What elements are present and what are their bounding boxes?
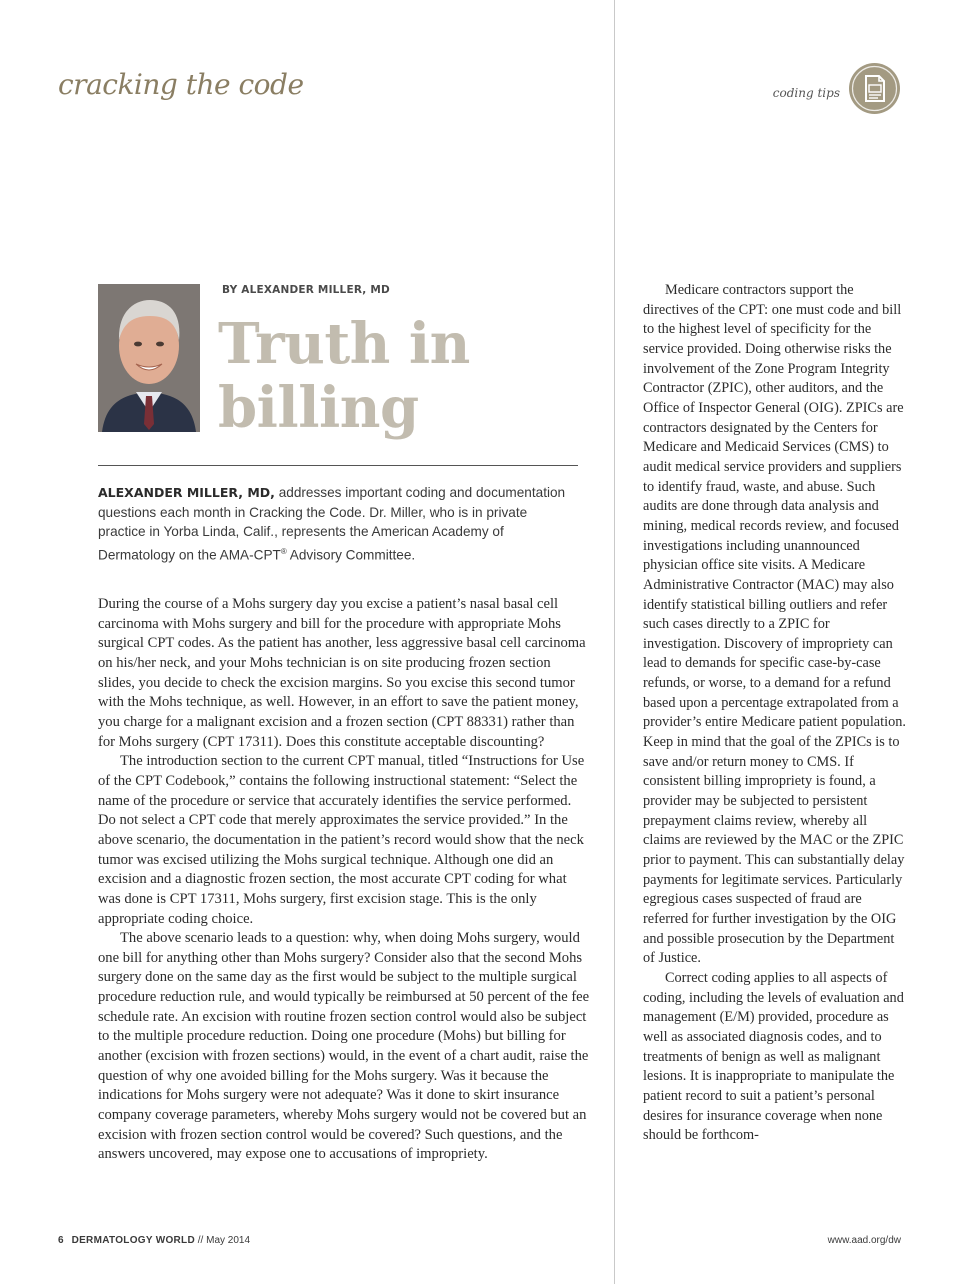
body-paragraph: During the course of a Mohs surgery day you excise a patient’s nasal basal cell carcinoma with Mohs surgery and bill for the procedure with appropriate Mohs surgical CPT codes. As the patient has another, less aggressive basal cell carcinoma on his/her neck, and your Mohs technician is on site producing frozen section slides, you decide to check the excision margins. So you excise this second tumor with the Mohs technique, as well. However, in an effort to save the patient money, you charge for a malignant excision and a frozen section (CPT 88331) rather than for Mohs surgery (CPT 17311). Does this constitute acceptable discounting?: [98, 596, 586, 750]
left-body-column: [98, 595, 590, 1165]
author-blurb: [98, 483, 578, 565]
author-photo: [98, 284, 200, 432]
body-paragraph: Medicare contractors support the directives of the CPT: one must code and bill to the highest level of specificity for the service provided. Doing otherwise risks the involvement of the Zone Program Integrity Contractor (ZPIC), other auditors, and the Office of Inspector General (OIG). ZPICs are contractors designated by the Centers for Medicare and Medicaid Services (CMS) to audit medical service providers and suppliers to identify fraud, waste, and abuse. Such audits are done through data analysis and mining, medical records review, and focused investigations including unannounced physician office site visits. A Medicare Administrative Contractor (MAC) may also identify statistical billing outliers and refer such cases directly to a ZPIC for investigation. Discovery of impropriety can lead to demands for specific case-by-case refunds, or worse, to a demand for a refund based upon a percentage extrapolated from a provider’s entire Medicare patient population. Keep in mind that the goal of the ZPICs is to save and/or return money to CMS. If consistent billing impropriety is found, a provider may be subjected to persistent prepayment claims review, whereby all claims are reviewed by the MAC or the ZPIC prior to payment. This can substantially delay payments for legitimate services. Particularly egregious cases suspected of fraud are referred for further investigation by the OIG and possible prosecution by the Department of Justice.: [643, 282, 906, 967]
page-number: 6: [58, 1235, 64, 1246]
coding-tips-label: coding tips: [772, 86, 840, 100]
footer-url[interactable]: www.aad.org/dw: [827, 1235, 901, 1246]
publication-name: DERMATOLOGY WORLD: [71, 1235, 195, 1246]
issue-date: // May 2014: [195, 1235, 251, 1246]
body-paragraph: The above scenario leads to a question: why, when doing Mohs surgery, would one bill for anything other than Mohs surgery? Consider also that the second Mohs surgery done on the same day as the first would be subject to the multiple surgical procedure reduction rule, and would typically be reimbursed at 50 percent of the fee schedule rate. An excision with routine frozen section control would also be subject to the multiple procedure reduction. Doing one procedure (Mohs) but billing for another (excision with frozen sections) would, in the event of a chart audit, raise the question of why one avoided billing for the Mohs surgery. Was it because the indications for Mohs surgery were not adequate? Was it done to skirt insurance company coverage parameters, whereby Mohs surgery would not be covered but an excision with frozen section control would be covered? Such questions, and the answers uncovered, may expose one to accusations of impropriety.: [98, 930, 590, 1163]
section-title: cracking the code: [58, 68, 304, 101]
byline: BY ALEXANDER MILLER, MD: [222, 284, 390, 296]
column-divider: [614, 0, 615, 1284]
author-blurb-text-end: Advisory Committee.: [286, 547, 416, 563]
registered-mark: ®: [280, 546, 287, 556]
body-paragraph: Correct coding applies to all aspects of coding, including the levels of evaluation and management (E/M) provided, procedure as well as associated diagnosis codes, and to treatments of benign as well as malignant lesions. It is inappropriate to manipulate the patient record to suit a patient’s personal desires for insurance coverage when none should be forthcom-: [643, 969, 904, 1144]
author-name: ALEXANDER MILLER, MD,: [98, 485, 275, 500]
body-paragraph: The introduction section to the current CPT manual, titled “Instructions for Use of the CPT Codebook,” contains the following instructional statement: “Select the name of the procedure or service that accurately identifies the service performed. Do not select a CPT code that merely approximates the service provided.” In the above scenario, the documentation in the patient’s record would show that the neck tumor was excised utilizing the Mohs surgical technique. Although one did an excision and a diagnostic frozen section, the most accurate CPT coding for what was done is CPT 17311, Mohs surgery, first excision stage. This is the only appropriate coding choice.: [98, 753, 585, 927]
article-headline: Truth in billing: [218, 311, 470, 441]
headline-rule: [98, 465, 578, 466]
coding-tips-badge: [849, 63, 900, 114]
document-icon: [849, 63, 900, 114]
author-blurb-text: addresses important coding and documentation questions each month in Cracking the Code. Dr. Miller, who is in private practice in Yorba Linda, Calif., represents the American Academy of Dermatology on the AMA-CPT: [98, 485, 566, 563]
footer-folio: [58, 1235, 250, 1246]
right-body-column: [643, 281, 907, 1205]
